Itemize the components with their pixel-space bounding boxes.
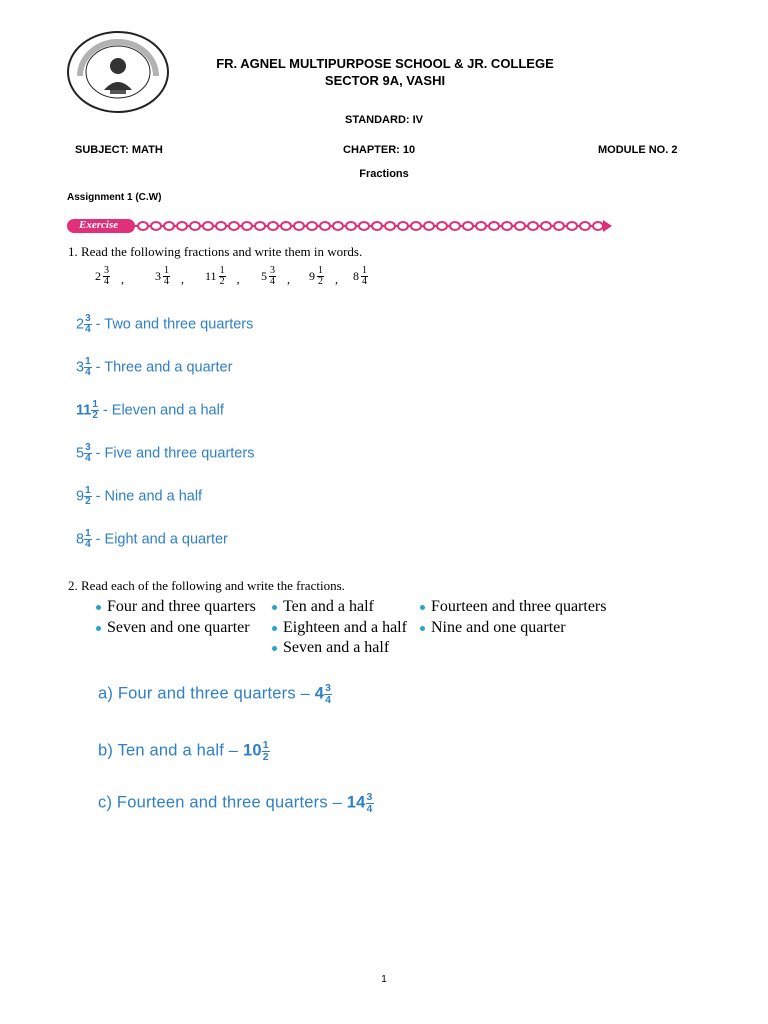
fraction: $\frac{1}{2}$	[262, 739, 269, 763]
fraction: $\frac{1}{4}$	[85, 356, 91, 378]
bullet-icon	[272, 605, 277, 610]
fraction: $\frac{3}{4}$	[85, 313, 91, 335]
q1-answer: 2 $\frac{3}{4}$ - Two and three quarters	[76, 313, 254, 335]
fraction: $\frac{1}{2}$	[92, 399, 98, 421]
fraction: $\frac{1}{2}$	[85, 485, 91, 507]
q2-item-2: Ten and a half	[272, 598, 374, 616]
q1-mixed-number: 2 $\frac{3}{4}$ ,	[95, 265, 124, 287]
chapter-label: CHAPTER: 10	[343, 144, 416, 156]
q2-answer: c) Fourteen and three quarters – 14 $\frac{3}{4}$	[98, 791, 373, 815]
page-number: 1	[381, 974, 387, 985]
q1-mixed-number: 9 $\frac{1}{2}$ ,	[309, 265, 338, 287]
subject-label: SUBJECT: MATH	[75, 144, 163, 156]
exercise-banner	[67, 217, 612, 235]
fraction: $\frac{3}{4}$	[85, 442, 91, 464]
q1-answer: 5 $\frac{3}{4}$ - Five and three quarters	[76, 442, 255, 464]
bullet-icon	[272, 646, 277, 651]
bullet-icon	[420, 605, 425, 610]
q2-item-3: Fourteen and three quarters	[420, 598, 606, 616]
school-sector: SECTOR 9A, VASHI	[324, 73, 446, 88]
exercise-label: Exercise	[79, 219, 119, 231]
q1-mixed-number: 5 $\frac{3}{4}$ ,	[261, 265, 290, 287]
bullet-icon	[96, 626, 101, 631]
q1-answer: 9 $\frac{1}{2}$ - Nine and a half	[76, 485, 203, 507]
q1-mixed-number: 8 $\frac{1}{4}$	[353, 265, 367, 287]
q1-answer: 3 $\frac{1}{4}$ - Three and a quarter	[76, 356, 233, 378]
q2-item-5: Eighteen and a half	[272, 619, 407, 637]
fraction: $\frac{1}{4}$	[362, 265, 367, 287]
q2-item-6: Nine and one quarter	[420, 619, 566, 637]
q2-item-7: Seven and a half	[272, 639, 389, 657]
q1-answer: 11 $\frac{1}{2}$ - Eleven and a half	[76, 399, 224, 421]
q2-answer: a) Four and three quarters – 4 $\frac{3}{4}$	[98, 682, 332, 706]
q1-answer: 8 $\frac{1}{4}$ - Eight and a quarter	[76, 528, 228, 550]
q2-answer: b) Ten and a half – 10 $\frac{1}{2}$	[98, 739, 269, 763]
fraction: $\frac{3}{4}$	[104, 265, 109, 287]
school-name: FR. AGNEL MULTIPURPOSE SCHOOL & JR. COLLEGE	[216, 56, 554, 71]
fraction: $\frac{1}{2}$	[318, 265, 323, 287]
q1-mixed-number: 11 $\frac{1}{2}$ ,	[205, 265, 240, 287]
bullet-icon	[96, 605, 101, 610]
q2-item-4: Seven and one quarter	[96, 619, 250, 637]
assignment-label: Assignment 1 (C.W)	[67, 192, 162, 203]
fraction: $\frac{1}{4}$	[164, 265, 169, 287]
q1-mixed-number: 3 $\frac{1}{4}$ ,	[155, 265, 184, 287]
bullet-icon	[420, 626, 425, 631]
fraction: $\frac{3}{4}$	[270, 265, 275, 287]
bullet-icon	[272, 626, 277, 631]
q1-prompt: 1. Read the following fractions and write them in words.	[68, 244, 363, 259]
fraction: $\frac{3}{4}$	[325, 682, 332, 706]
standard-label: STANDARD: IV	[344, 114, 423, 126]
topic-label: Fractions	[359, 168, 409, 180]
school-logo	[66, 30, 170, 114]
q2-prompt: 2. Read each of the following and write the fractions.	[68, 578, 345, 593]
fraction: $\frac{1}{4}$	[85, 528, 91, 550]
module-label: MODULE NO. 2	[598, 144, 678, 156]
fraction: $\frac{3}{4}$	[366, 791, 373, 815]
fraction: $\frac{1}{2}$	[219, 265, 225, 287]
q2-item-1: Four and three quarters	[96, 598, 256, 616]
